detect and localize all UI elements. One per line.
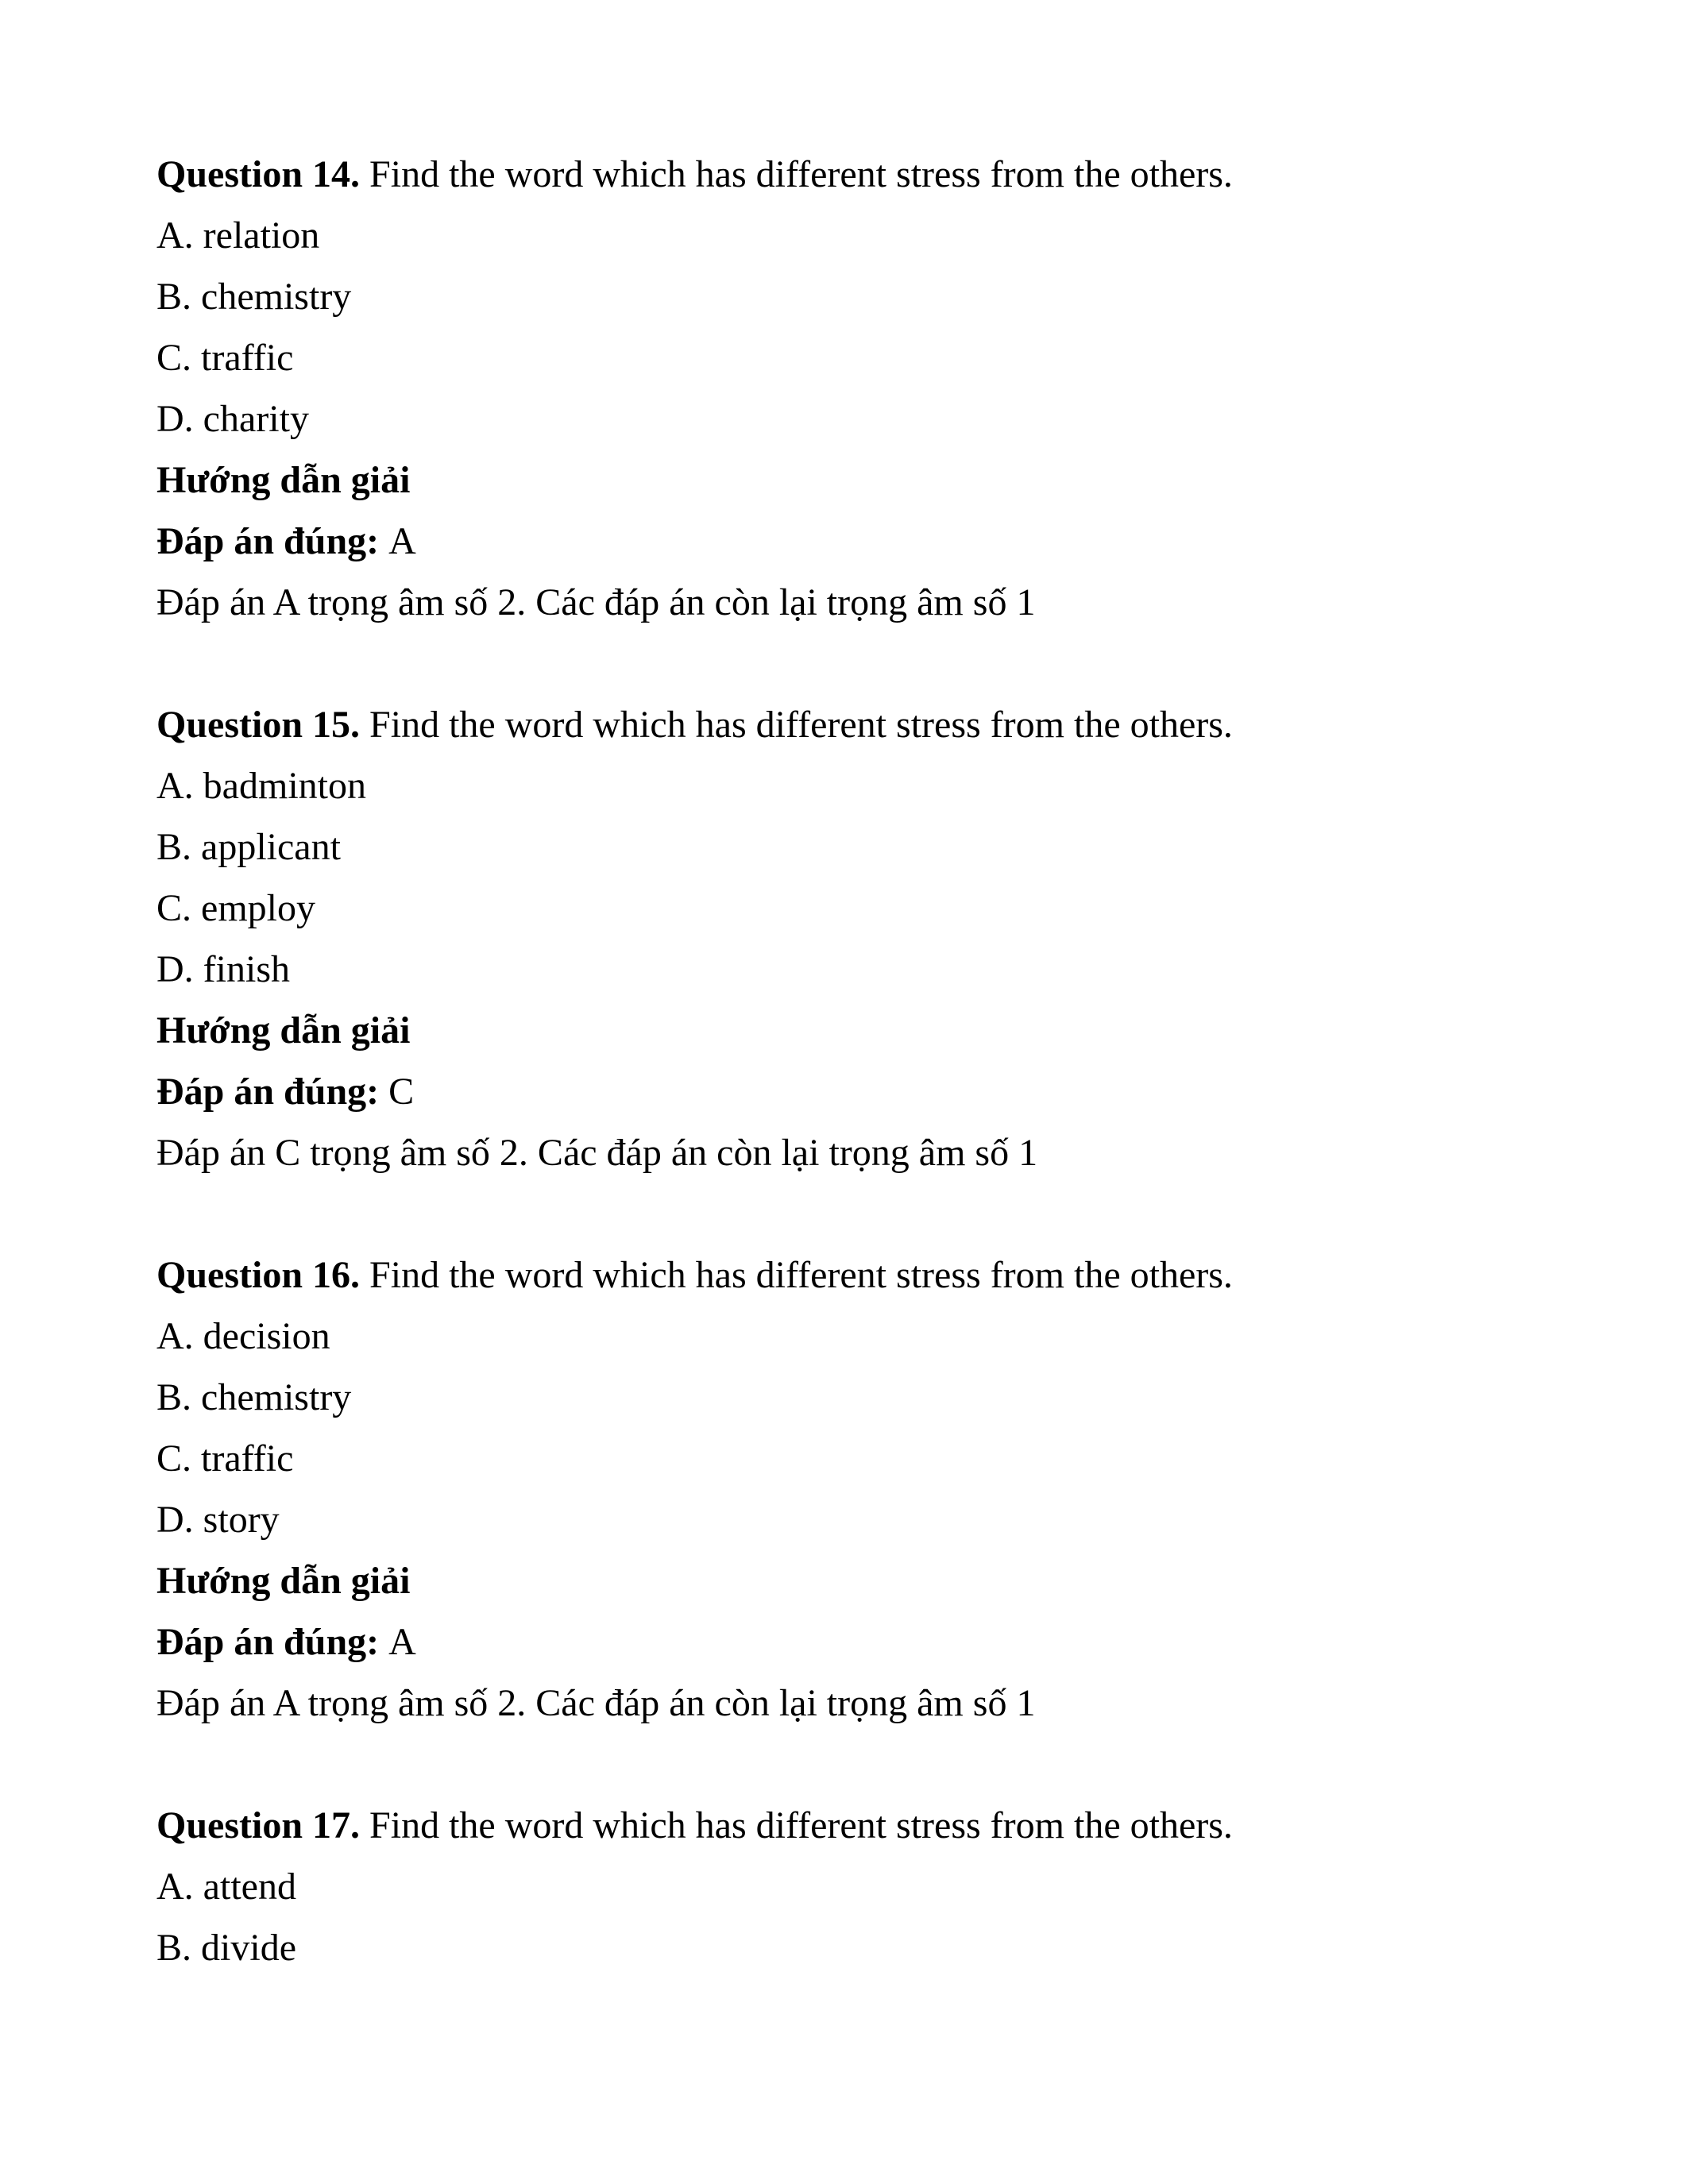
option-line bbox=[156, 878, 1569, 939]
explanation-line: Đáp án C trọng âm số 2. Các đáp án còn lại trọng âm số 1 bbox=[156, 1132, 1038, 1174]
option-label: B. bbox=[156, 1927, 192, 1969]
option-label: D. bbox=[156, 398, 194, 440]
question-title bbox=[156, 694, 1569, 755]
option-text: applicant bbox=[201, 826, 341, 868]
guide-heading: Hướng dẫn giải bbox=[156, 1009, 411, 1051]
answer-value: C bbox=[388, 1071, 415, 1113]
answer-label: Đáp án đúng: bbox=[156, 1071, 380, 1113]
question-block bbox=[156, 694, 1569, 1183]
option-text: traffic bbox=[201, 1437, 294, 1480]
option-text: attend bbox=[203, 1866, 296, 1908]
guide-heading: Hướng dẫn giải bbox=[156, 1560, 411, 1602]
question-block bbox=[156, 144, 1569, 633]
answer-value: A bbox=[388, 520, 416, 562]
question-prompt: Find the word which has different stress from the others. bbox=[369, 1254, 1233, 1296]
question-number: Question 14. bbox=[156, 153, 361, 195]
answer-value: A bbox=[388, 1621, 416, 1663]
question-number: Question 17. bbox=[156, 1804, 361, 1846]
option-label: B. bbox=[156, 826, 192, 868]
explanation-line: Đáp án A trọng âm số 2. Các đáp án còn lại trọng âm số 1 bbox=[156, 1682, 1036, 1724]
option-line bbox=[156, 816, 1569, 878]
option-text: story bbox=[203, 1499, 280, 1541]
option-text: charity bbox=[203, 398, 309, 440]
explanation-line: Đáp án A trọng âm số 2. Các đáp án còn lại trọng âm số 1 bbox=[156, 581, 1036, 623]
answer-line bbox=[156, 1061, 1569, 1122]
answer-line bbox=[156, 511, 1569, 572]
option-text: employ bbox=[201, 887, 315, 929]
option-label: D. bbox=[156, 948, 194, 990]
option-line bbox=[156, 1428, 1569, 1489]
option-label: A. bbox=[156, 1866, 194, 1908]
option-line bbox=[156, 1917, 1569, 1978]
option-text: relation bbox=[203, 214, 320, 257]
options-list bbox=[156, 755, 1569, 1000]
answer-line bbox=[156, 1611, 1569, 1673]
option-line bbox=[156, 939, 1569, 1000]
solution-guide-section bbox=[156, 1000, 1569, 1183]
answer-label: Đáp án đúng: bbox=[156, 1621, 380, 1663]
option-text: traffic bbox=[201, 337, 294, 379]
question-number: Question 15. bbox=[156, 704, 361, 746]
option-line bbox=[156, 388, 1569, 450]
options-list bbox=[156, 205, 1569, 450]
option-label: A. bbox=[156, 765, 194, 807]
option-label: C. bbox=[156, 887, 192, 929]
option-line bbox=[156, 755, 1569, 816]
question-prompt: Find the word which has different stress from the others. bbox=[369, 704, 1233, 746]
option-label: A. bbox=[156, 1315, 194, 1357]
solution-guide-section bbox=[156, 450, 1569, 633]
question-title bbox=[156, 1244, 1569, 1306]
solution-guide-section bbox=[156, 1550, 1569, 1734]
question-prompt: Find the word which has different stress from the others. bbox=[369, 1804, 1233, 1846]
option-text: finish bbox=[203, 948, 291, 990]
question-title bbox=[156, 1795, 1569, 1856]
option-text: divide bbox=[201, 1927, 296, 1969]
option-label: D. bbox=[156, 1499, 194, 1541]
options-list bbox=[156, 1856, 1569, 1978]
option-text: chemistry bbox=[201, 1376, 352, 1418]
option-label: B. bbox=[156, 1376, 192, 1418]
option-line bbox=[156, 1367, 1569, 1428]
option-text: badminton bbox=[203, 765, 366, 807]
option-text: decision bbox=[203, 1315, 330, 1357]
question-number: Question 16. bbox=[156, 1254, 361, 1296]
option-label: B. bbox=[156, 276, 192, 318]
option-label: A. bbox=[156, 214, 194, 257]
question-prompt: Find the word which has different stress from the others. bbox=[369, 153, 1233, 195]
option-label: C. bbox=[156, 1437, 192, 1480]
question-title bbox=[156, 144, 1569, 205]
option-line bbox=[156, 327, 1569, 388]
question-block bbox=[156, 1795, 1569, 1978]
option-label: C. bbox=[156, 337, 192, 379]
options-list bbox=[156, 1306, 1569, 1550]
answer-label: Đáp án đúng: bbox=[156, 520, 380, 562]
option-line bbox=[156, 1856, 1569, 1917]
guide-heading: Hướng dẫn giải bbox=[156, 459, 411, 501]
option-line bbox=[156, 1489, 1569, 1550]
option-line bbox=[156, 1306, 1569, 1367]
option-text: chemistry bbox=[201, 276, 352, 318]
option-line bbox=[156, 266, 1569, 327]
option-line bbox=[156, 205, 1569, 266]
question-block bbox=[156, 1244, 1569, 1734]
